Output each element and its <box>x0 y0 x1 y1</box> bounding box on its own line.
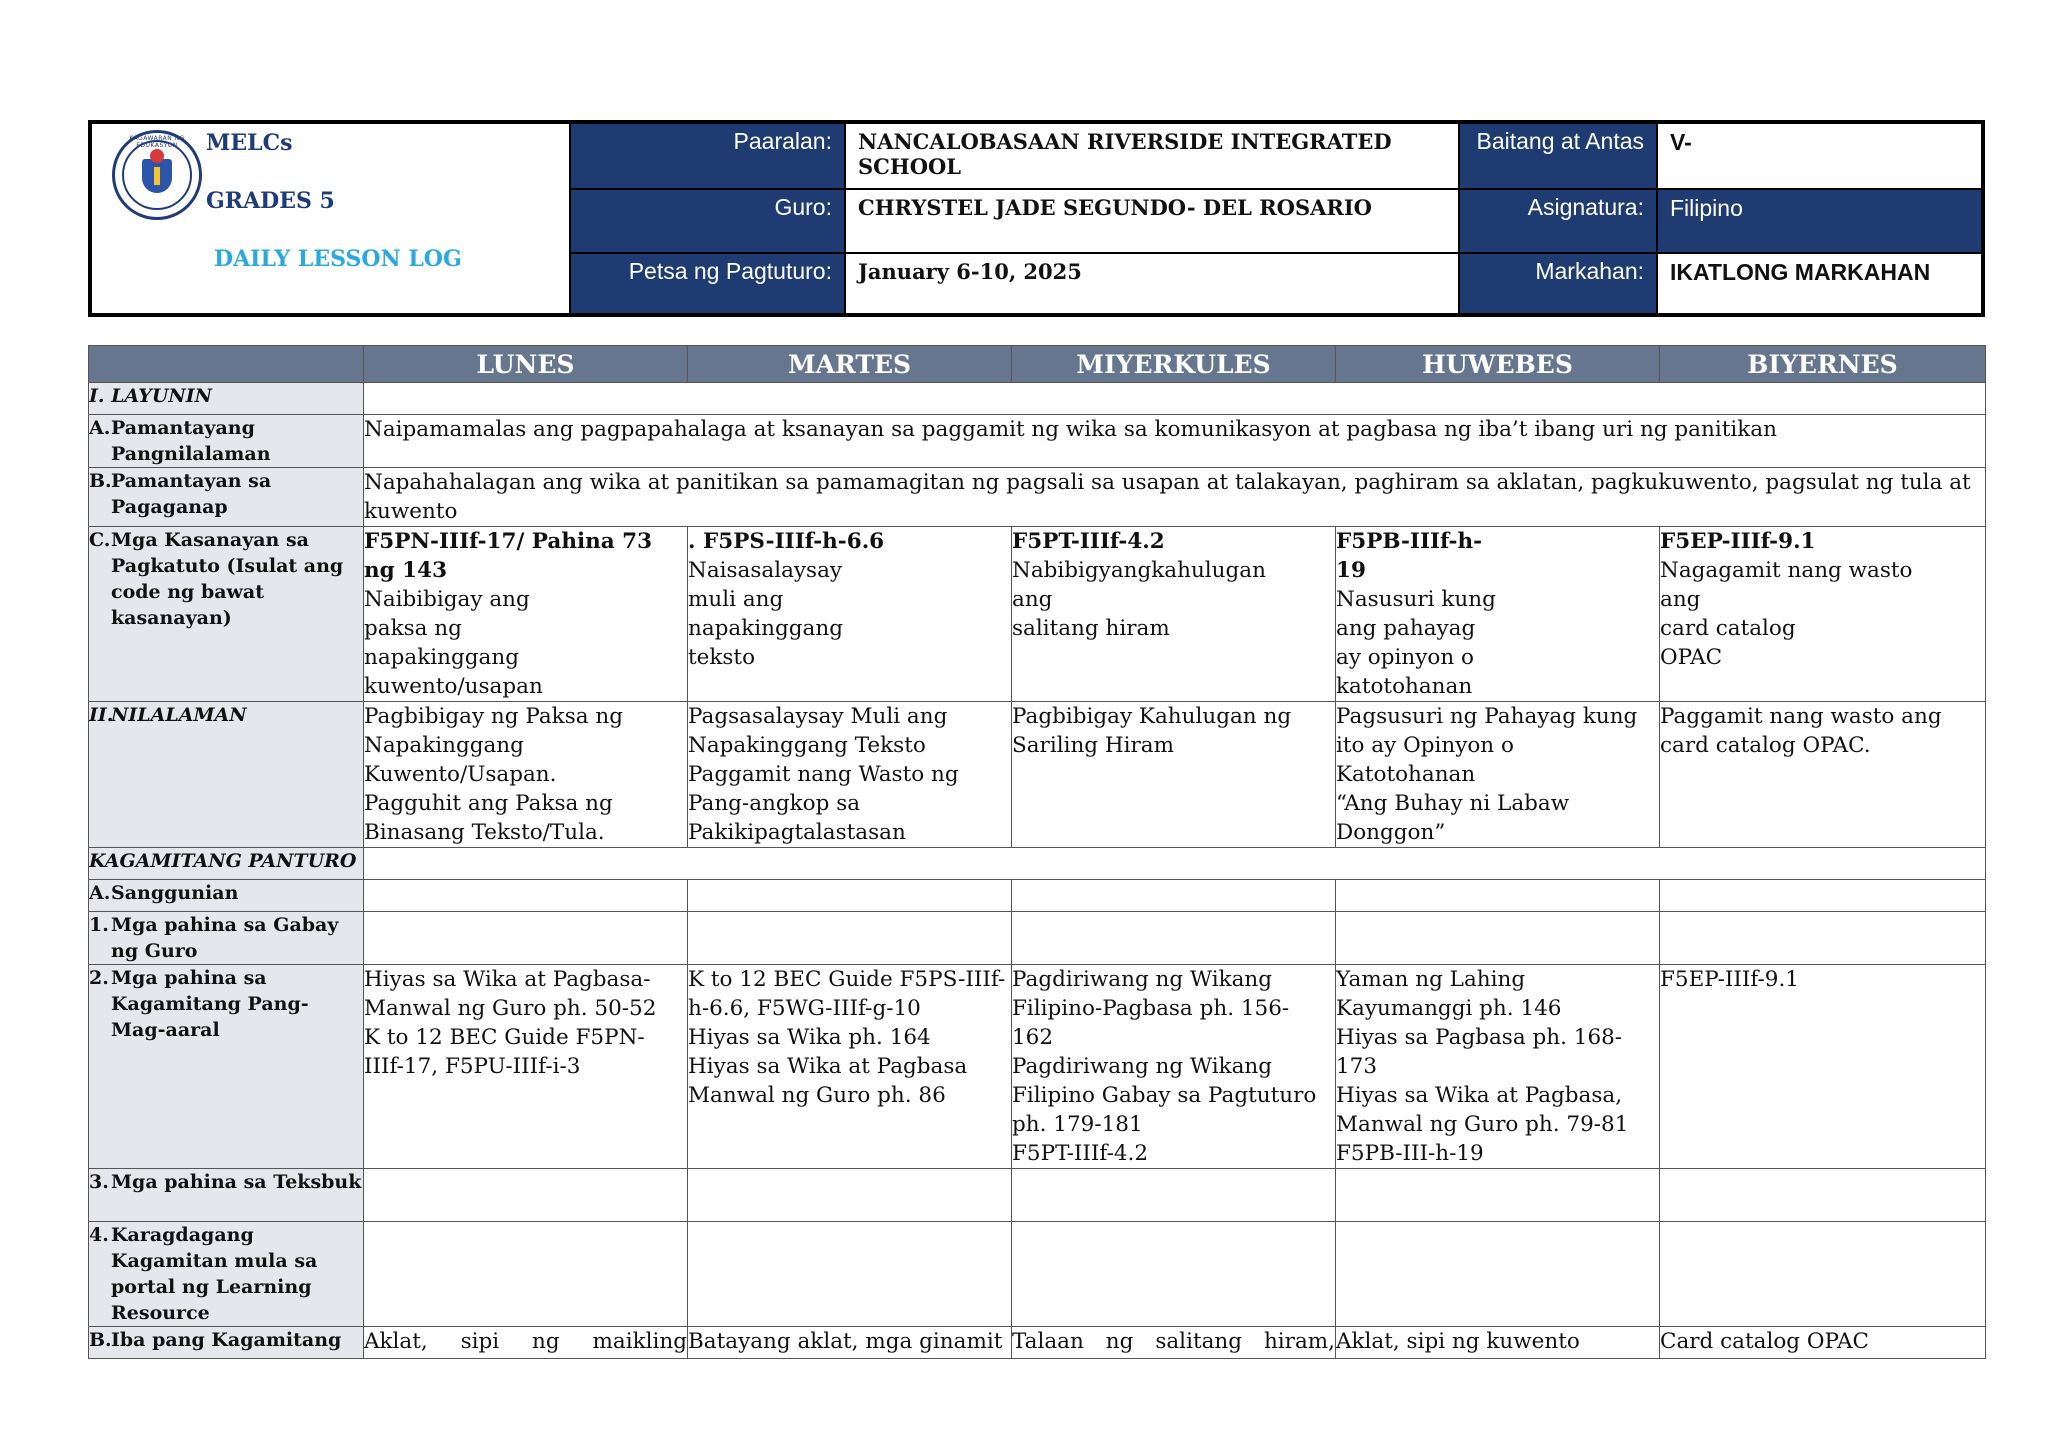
kasanayan-label: C. Mga Kasanayan sa Pagkatuto (Isulat ang code ng bawat kasanayan) <box>89 527 364 702</box>
gabay-row <box>89 912 1986 965</box>
day-header: BIYERNES <box>1660 346 1986 383</box>
pangmag-miyerkules: Pagdiriwang ng Wikang Filipino-Pagbasa ph. 156- 162 Pagdiriwang ng Wikang Filipino Gabay sa Pagtuturo ph. 179-181 F5PT-IIIf-4.2 <box>1012 965 1336 1169</box>
day-header: LUNES <box>364 346 688 383</box>
pangmag-biyernes: F5EP-IIIf-9.1 <box>1660 965 1986 1169</box>
pangmag-huwebes: Yaman ng Lahing Kayumanggi ph. 146 Hiyas sa Pagbasa ph. 168- 173 Hiyas sa Wika at Pagbasa, Manwal ng Guro ph. 79-81 F5PB-III-h-19 <box>1336 965 1660 1169</box>
guro-value: CHRYSTEL JADE SEGUNDO- DEL ROSARIO <box>844 188 1458 252</box>
paaralan-label: Paaralan: <box>571 124 844 188</box>
day-header: MIYERKULES <box>1012 346 1336 383</box>
pagaganap-row <box>89 468 1986 527</box>
markahan-value: IKATLONG MARKAHAN <box>1656 252 1981 313</box>
melcs-label: MELCs <box>206 130 293 156</box>
markahan-label: Markahan: <box>1458 252 1656 313</box>
pamantayang-row <box>89 415 1986 468</box>
seal-text: KAGAWARAN NG EDUKASYON <box>129 135 185 149</box>
pangmag-row <box>89 965 1986 1169</box>
header-info-grid <box>571 124 1981 313</box>
teksbuk-row <box>89 1169 1986 1222</box>
karagdagang-row <box>89 1222 1986 1327</box>
kasanayan-martes: . F5PS-IIIf-h-6.6 Naisasalaysay muli ang napakinggang teksto <box>688 527 1012 702</box>
paaralan-value: NANCALOBASAAN RIVERSIDE INTEGRATED SCHOOL <box>844 124 1458 188</box>
guro-label: Guro: <box>571 188 844 252</box>
nilalaman-martes: Pagsasalaysay Muli ang Napakinggang Teksto Paggamit nang Wasto ng Pang-angkop sa Pakikipagtalastasan <box>688 702 1012 848</box>
baitang-label: Baitang at Antas <box>1458 124 1656 188</box>
kasanayan-huwebes: F5PB-IIIf-h- 19 Nasusuri kung ang pahayag ay opinyon o katotohanan <box>1336 527 1660 702</box>
corner-cell <box>89 346 364 383</box>
asignatura-label: Asignatura: <box>1458 188 1656 252</box>
lesson-log-table <box>88 345 1986 1359</box>
days-header-row <box>89 346 1986 383</box>
kasanayan-biyernes: F5EP-IIIf-9.1 Nagagamit nang wasto ang card catalog OPAC <box>1660 527 1986 702</box>
kasanayan-miyerkules: F5PT-IIIf-4.2 Nabibigyangkahulugan ang salitang hiram <box>1012 527 1336 702</box>
nilalaman-row <box>89 702 1986 848</box>
asignatura-value: Filipino <box>1656 188 1981 252</box>
pagaganap-content: Napahahalagan ang wika at panitikan sa pamamagitan ng pagsali sa usapan at talakayan, paghiram sa aklatan, pagkukuwento, pagsulat ng tula at kuwento <box>364 468 1986 527</box>
pangmag-label: 2. Mga pahina sa Kagamitang Pang-Mag-aaral <box>89 965 364 1169</box>
kasanayan-row <box>89 527 1986 702</box>
layunin-label: I. LAYUNIN <box>89 383 364 415</box>
iba-martes: Batayang aklat, mga ginamit <box>688 1327 1012 1359</box>
pagaganap-label: B. Pamantayan sa Pagaganap <box>89 468 364 527</box>
pangmag-martes: K to 12 BEC Guide F5PS-IIIf- h-6.6, F5WG-IIIf-g-10 Hiyas sa Wika ph. 164 Hiyas sa Wika at Pagbasa Manwal ng Guro ph. 86 <box>688 965 1012 1169</box>
iba-biyernes: Card catalog OPAC <box>1660 1327 1986 1359</box>
sanggunian-row <box>89 880 1986 912</box>
gabay-label: 1. Mga pahina sa Gabay ng Guro <box>89 912 364 965</box>
sanggunian-label: A. Sanggunian <box>89 880 364 912</box>
iba-miyerkules: Talaan ng salitang hiram, <box>1012 1327 1336 1359</box>
deped-seal-icon <box>112 130 202 220</box>
nilalaman-label: II. NILALAMAN <box>89 702 364 848</box>
teksbuk-label: 3. Mga pahina sa Teksbuk <box>89 1169 364 1222</box>
nilalaman-miyerkules: Pagbibigay Kahulugan ng Sariling Hiram <box>1012 702 1336 848</box>
iba-label: B. Iba pang Kagamitang <box>89 1327 364 1359</box>
kasanayan-lunes: F5PN-IIIf-17/ Pahina 73 ng 143 Naibibigay ang paksa ng napakinggang kuwento/usapan <box>364 527 688 702</box>
iba-huwebes: Aklat, sipi ng kuwento <box>1336 1327 1660 1359</box>
iba-row <box>89 1327 1986 1359</box>
baitang-value: V- <box>1656 124 1981 188</box>
petsa-value: January 6-10, 2025 <box>844 252 1458 313</box>
layunin-row <box>89 383 1986 415</box>
nilalaman-lunes: Pagbibigay ng Paksa ng Napakinggang Kuwento/Usapan. Pagguhit ang Paksa ng Binasang Teksto/Tula. <box>364 702 688 848</box>
petsa-label: Petsa ng Pagtuturo: <box>571 252 844 313</box>
logo-area <box>92 124 571 313</box>
kagamitan-row <box>89 848 1986 880</box>
day-header: MARTES <box>688 346 1012 383</box>
daily-lesson-log-title: DAILY LESSON LOG <box>214 246 462 272</box>
pangmag-lunes: Hiyas sa Wika at Pagbasa- Manwal ng Guro ph. 50-52 K to 12 BEC Guide F5PN- IIIf-17, F5PU-IIIf-i-3 <box>364 965 688 1169</box>
lesson-log-header <box>88 120 1985 317</box>
nilalaman-huwebes: Pagsusuri ng Pahayag kung ito ay Opinyon o Katotohanan “Ang Buhay ni Labaw Donggon” <box>1336 702 1660 848</box>
iba-lunes: Aklat, sipi ng maikling <box>364 1327 688 1359</box>
day-header: HUWEBES <box>1336 346 1660 383</box>
pamantayang-label: A. Pamantayang Pangnilalaman <box>89 415 364 468</box>
pamantayang-content: Naipamamalas ang pagpapahalaga at ksanayan sa paggamit ng wika sa komunikasyon at pagbasa ng iba’t ibang uri ng panitikan <box>364 415 1986 468</box>
karagdagang-label: 4. Karagdagang Kagamitan mula sa portal ng Learning Resource <box>89 1222 364 1327</box>
nilalaman-biyernes: Paggamit nang wasto ang card catalog OPAC. <box>1660 702 1986 848</box>
kagamitan-label: KAGAMITANG PANTURO <box>89 848 364 880</box>
grade-label: GRADES 5 <box>206 188 335 214</box>
